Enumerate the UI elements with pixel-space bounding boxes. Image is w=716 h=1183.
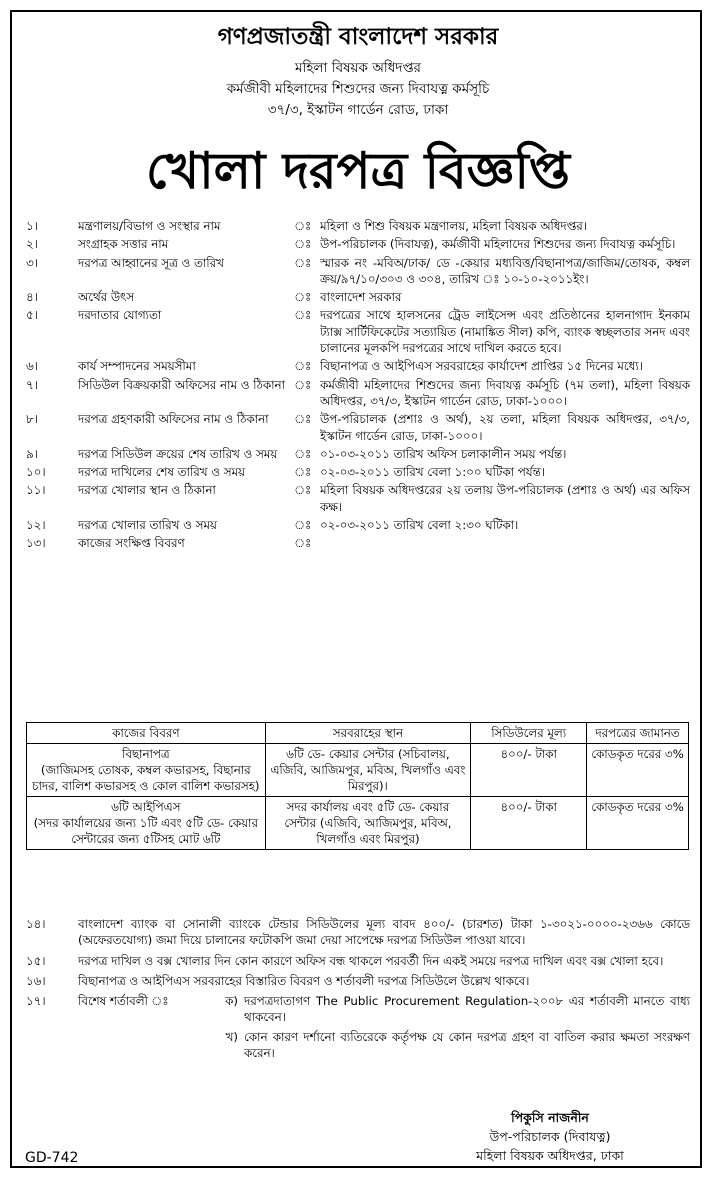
- tender-item: [26, 307, 690, 356]
- notice-title: খোলা দরপত্র বিজ্ঞপ্তি: [145, 142, 571, 200]
- signature-block: [430, 1108, 670, 1165]
- special-item: [208, 1029, 690, 1062]
- condition-text: বাংলাদেশ ব্যাংক বা সোনালী ব্যাংকে টেন্ডার সিডিউলের মূল্য বাবদ ৪০০/- (চারশত) টাকা ১-৩০২১-০০০০-২৩৬৬ কোডে (অফেরতযোগ্য) জমা দিয়ে চালানের ফটোকপি জমা দেয়া সাপেক্ষে দরপত্র সিডিউল পাওয়া যাবে।: [78, 917, 690, 948]
- tender-security-cell: কোডকৃত দরের ৩%: [587, 797, 689, 850]
- item-number: ১১।: [26, 483, 46, 498]
- item-number: ৯।: [26, 446, 38, 461]
- item-label: কাজের সংক্ষিপ্ত বিবরণ: [78, 536, 185, 551]
- condition-number: ১৫।: [26, 953, 46, 968]
- item-number: ২।: [26, 237, 38, 252]
- item-label: অর্থের উৎস: [78, 290, 135, 305]
- item-number: ১০।: [26, 465, 46, 480]
- special-text: কোন কারণ দর্শানো ব্যতিরেকে কর্তৃপক্ষ যে কোন দরপত্র গ্রহণ বা বাতিল করার ক্ষমতা সংরক্ষণ করেন।: [244, 1029, 690, 1061]
- tender-item: [26, 464, 690, 480]
- item-value: কর্মজীবী মহিলাদের শিশুদের জন্য দিবাযত্ন কর্মসূচি (৭ম তলা), মহিলা বিষয়ক অধিদপ্তর, ৩৭/৩, ইস্কাটন গার্ডেন রোড, ঢাকা-১০০০।: [320, 377, 690, 408]
- tender-item: [26, 482, 690, 515]
- tender-item: [26, 377, 690, 410]
- signatory-office: মহিলা বিষয়ক অধিদপ্তর, ঢাকা: [476, 1148, 624, 1163]
- item-value: উপ-পরিচালক (প্রশাঃ ও অর্থ), ২য় তলা, মহিলা বিষয়ক অধিদপ্তর, ৩৭/৩, ইস্কাটন গার্ডেন রোড, ঢাকা-১০০০।: [320, 412, 690, 443]
- item-number: ৬।: [26, 359, 38, 374]
- item-number: ৭।: [26, 377, 38, 392]
- item-label: সিডিউল বিক্রয়কারী অফিসের নাম ও ঠিকানা: [78, 377, 285, 392]
- schedule-price-cell: ৪০০/- টাকা: [471, 744, 587, 797]
- tender-item: [26, 218, 690, 234]
- lower-conditions: [26, 916, 690, 1068]
- special-items: [208, 993, 690, 1064]
- signatory-designation: উপ-পরিচালক (দিবাযত্ন): [489, 1129, 611, 1144]
- condition-number: ১৬।: [26, 973, 46, 988]
- department-name: মহিলা বিষয়ক অধিদপ্তর: [295, 60, 421, 76]
- special-item: [208, 993, 690, 1026]
- item-value: উপ-পরিচালক (দিবাযত্ন), কর্মজীবী মহিলাদের শিশুদের জন্য দিবাযত্ন কর্মসূচি।: [320, 237, 676, 252]
- tender-item: [26, 358, 690, 374]
- tender-items-list: [26, 218, 690, 554]
- header-schedule-price: সিডিউলের মূল্য: [471, 723, 587, 744]
- item-value: মহিলা ও শিশু বিষয়ক মন্ত্রণালয়, মহিলা বিষয়ক অধিদপ্তর।: [320, 219, 587, 233]
- header-tender-security: দরপত্রের জামানত: [587, 723, 689, 744]
- header-supply-place: সরবরাহের স্থান: [265, 723, 471, 744]
- item-colon: ঃ: [294, 377, 312, 392]
- signatory-name: পিকুসি নাজনীন: [511, 1110, 589, 1125]
- program-name: কর্মজীবী মহিলাদের শিশুদের জন্য দিবাযত্ন কর্মসূচি: [226, 81, 490, 97]
- schedule-price-cell: ৪০০/- টাকা: [471, 797, 587, 850]
- item-value: ০২-০৩-২০১১ তারিখ বেলা ২:৩০ ঘটিকা।: [320, 518, 519, 533]
- special-key: ক): [225, 994, 238, 1009]
- condition-text: বিছানাপত্র ও আইপিএস সরবরাহের বিস্তারিত বিবরণ ও শর্তাবলী দরপত্র সিডিউলে উল্লেখ থাকবে।: [78, 973, 530, 988]
- government-title: গণপ্রজাতন্ত্রী বাংলাদেশ সরকার: [217, 24, 499, 50]
- work-title: ৬টি আইপিএস: [111, 800, 181, 814]
- condition-item: [26, 953, 690, 969]
- tender-item: [26, 289, 690, 305]
- item-number: ৩।: [26, 255, 38, 270]
- item-value: স্মারক নং -মবিঅ/ঢাক/ ডে -কেয়ার মধ্যবিত্ত/বিছানাপত্র/জাজিম/তোষক, কম্বল ক্রয়/৯৭/১০/৩০৩ ও ৩০৪, তারিখ ঃ ১০-১০-২০১১ইং।: [320, 255, 690, 286]
- works-table: [26, 722, 689, 850]
- special-number: ১৭।: [26, 994, 46, 1009]
- item-label: দরদাতার যোগ্যতা: [78, 308, 162, 323]
- item-label: মন্ত্রণালয়/বিভাগ ও সংস্থার নাম: [78, 219, 221, 233]
- item-value: [320, 535, 690, 551]
- item-label: দরপত্র আহ্বানের সূত্র ও তারিখ: [78, 255, 224, 270]
- item-colon: ঃ: [294, 290, 312, 305]
- table-row: [27, 744, 689, 797]
- notice-code: GD-742: [25, 1150, 79, 1166]
- item-number: ১।: [26, 219, 38, 233]
- item-label: দরপত্র দাখিলের শেষ তারিখ ও সময়: [78, 465, 246, 480]
- works-table-header: [27, 723, 689, 744]
- work-title: বিছানাপত্র: [121, 747, 170, 761]
- item-label: দরপত্র খোলার স্থান ও ঠিকানা: [78, 483, 216, 498]
- item-value: বাংলাদেশ সরকার: [320, 290, 402, 305]
- item-colon: ঃ: [294, 255, 312, 270]
- item-colon: ঃ: [294, 237, 312, 252]
- item-label: দরপত্র সিডিউল ক্রয়ের শেষ তারিখ ও সময়: [78, 446, 278, 461]
- supply-place-cell: সদর কার্যালয় এবং ৫টি ডে- কেয়ার সেন্টার (এজিবি, আজিমপুর, মবিঅ, খিলগাঁও এবং মিরপুর): [265, 797, 471, 850]
- item-number: ১৩।: [26, 536, 46, 551]
- item-value: ০১-০৩-২০১১ তারিখ অফিস চলাকালীন সময় পর্যন্ত।: [320, 446, 567, 461]
- work-description-cell: [27, 744, 266, 797]
- header-work-description: কাজের বিবরণ: [27, 723, 266, 744]
- item-label: দরপত্র গ্রহণকারী অফিসের নাম ও ঠিকানা: [78, 412, 269, 427]
- item-colon: ঃ: [294, 308, 312, 323]
- work-description-cell: [27, 797, 266, 850]
- item-colon: ঃ: [294, 518, 312, 533]
- special-conditions: [26, 993, 690, 1064]
- item-value: ০২-০৩-২০১১ তারিখ বেলা ১:০০ ঘটিকা পর্যন্ত।: [320, 465, 545, 480]
- tender-item: [26, 411, 690, 444]
- item-colon: ঃ: [294, 465, 312, 480]
- condition-number: ১৪।: [26, 917, 46, 931]
- item-colon: ঃ: [294, 483, 312, 498]
- item-number: ৪।: [26, 290, 38, 305]
- item-number: ১২।: [26, 518, 46, 533]
- item-label: দরপত্র খোলার তারিখ ও সময়: [78, 518, 217, 533]
- item-label: কার্য সম্পাদনের সময়সীমা: [78, 359, 196, 374]
- tender-item: [26, 535, 690, 551]
- item-number: ৮।: [26, 412, 38, 427]
- item-value: মহিলা বিষয়ক অধিদপ্তরের ২য় তলায় উপ-পরিচালক (প্রশাঃ ও অর্থ) এর অফিস কক্ষ।: [320, 483, 690, 514]
- table-row: [27, 797, 689, 850]
- tender-item: [26, 517, 690, 533]
- item-number: ৫।: [26, 308, 38, 323]
- special-text: দরপত্রদাতাগণ The Public Procurement Regulation-২০০৮ এর শর্তাবলী মানতে বাধ্য থাকবেন।: [244, 994, 690, 1025]
- item-colon: ঃ: [294, 359, 312, 374]
- condition-item: [26, 916, 690, 949]
- work-details: (জাজিমসহ তোষক, কম্বল কভারসহ, বিছানার চাদর, বালিশ কভারসহ ও কোল বালিশ কভারসহ): [32, 763, 260, 793]
- condition-text: দরপত্র দাখিল ও বক্স খোলার দিন কোন কারণে অফিস বন্ধ থাকলে পরবর্তী দিন একই সময়ে দরপত্র দাখিল এবং বক্স খোলা হবে।: [78, 953, 664, 968]
- work-details: (সদর কার্যালয়ের জন্য ১টি এবং ৫টি ডে- কেয়ার সেন্টারের জন্য ৫টিসহ মোট ৬টি: [33, 816, 258, 846]
- tender-security-cell: কোডকৃত দরের ৩%: [587, 744, 689, 797]
- item-label: সংগ্রাহক সত্তার নাম: [78, 237, 169, 252]
- item-colon: ঃ: [294, 446, 312, 461]
- tender-item: [26, 255, 690, 288]
- item-colon: ঃ: [294, 536, 312, 551]
- special-key: খ): [225, 1029, 238, 1044]
- item-colon: ঃ: [294, 219, 312, 233]
- supply-place-cell: ৬টি ডে- কেয়ার সেন্টার (সচিবালয়, এজিবি, আজিমপুর, মবিঅ, খিলগাঁও এবং মিরপুর)।: [265, 744, 471, 797]
- condition-item: [26, 973, 690, 989]
- tender-item: [26, 236, 690, 252]
- item-value: দরপত্রের সাথে হালসনের ট্রেড লাইসেন্স এবং প্রতিষ্ঠানের হালনাগাদ ইনকাম ট্যাক্স সার্টিফিকেটের সত্যায়িত (নামাঙ্কিত সীল) কপি, ব্যাংক স্বচ্ছলতার সনদ এবং চালানের মূলকপি দরপত্রের সাথে দাখিল করতে হবে।: [320, 308, 690, 356]
- tender-item: [26, 446, 690, 462]
- item-value: বিছানাপত্র ও আইপিএস সরবরাহের কার্যাদেশ প্রাপ্তির ১৫ দিনের মধ্যে।: [320, 359, 643, 374]
- item-colon: ঃ: [294, 412, 312, 427]
- special-label: বিশেষ শর্তাবলী ঃ: [78, 994, 169, 1009]
- office-address: ৩৭/৩, ইস্কাটন গার্ডেন রোড, ঢাকা: [267, 102, 449, 118]
